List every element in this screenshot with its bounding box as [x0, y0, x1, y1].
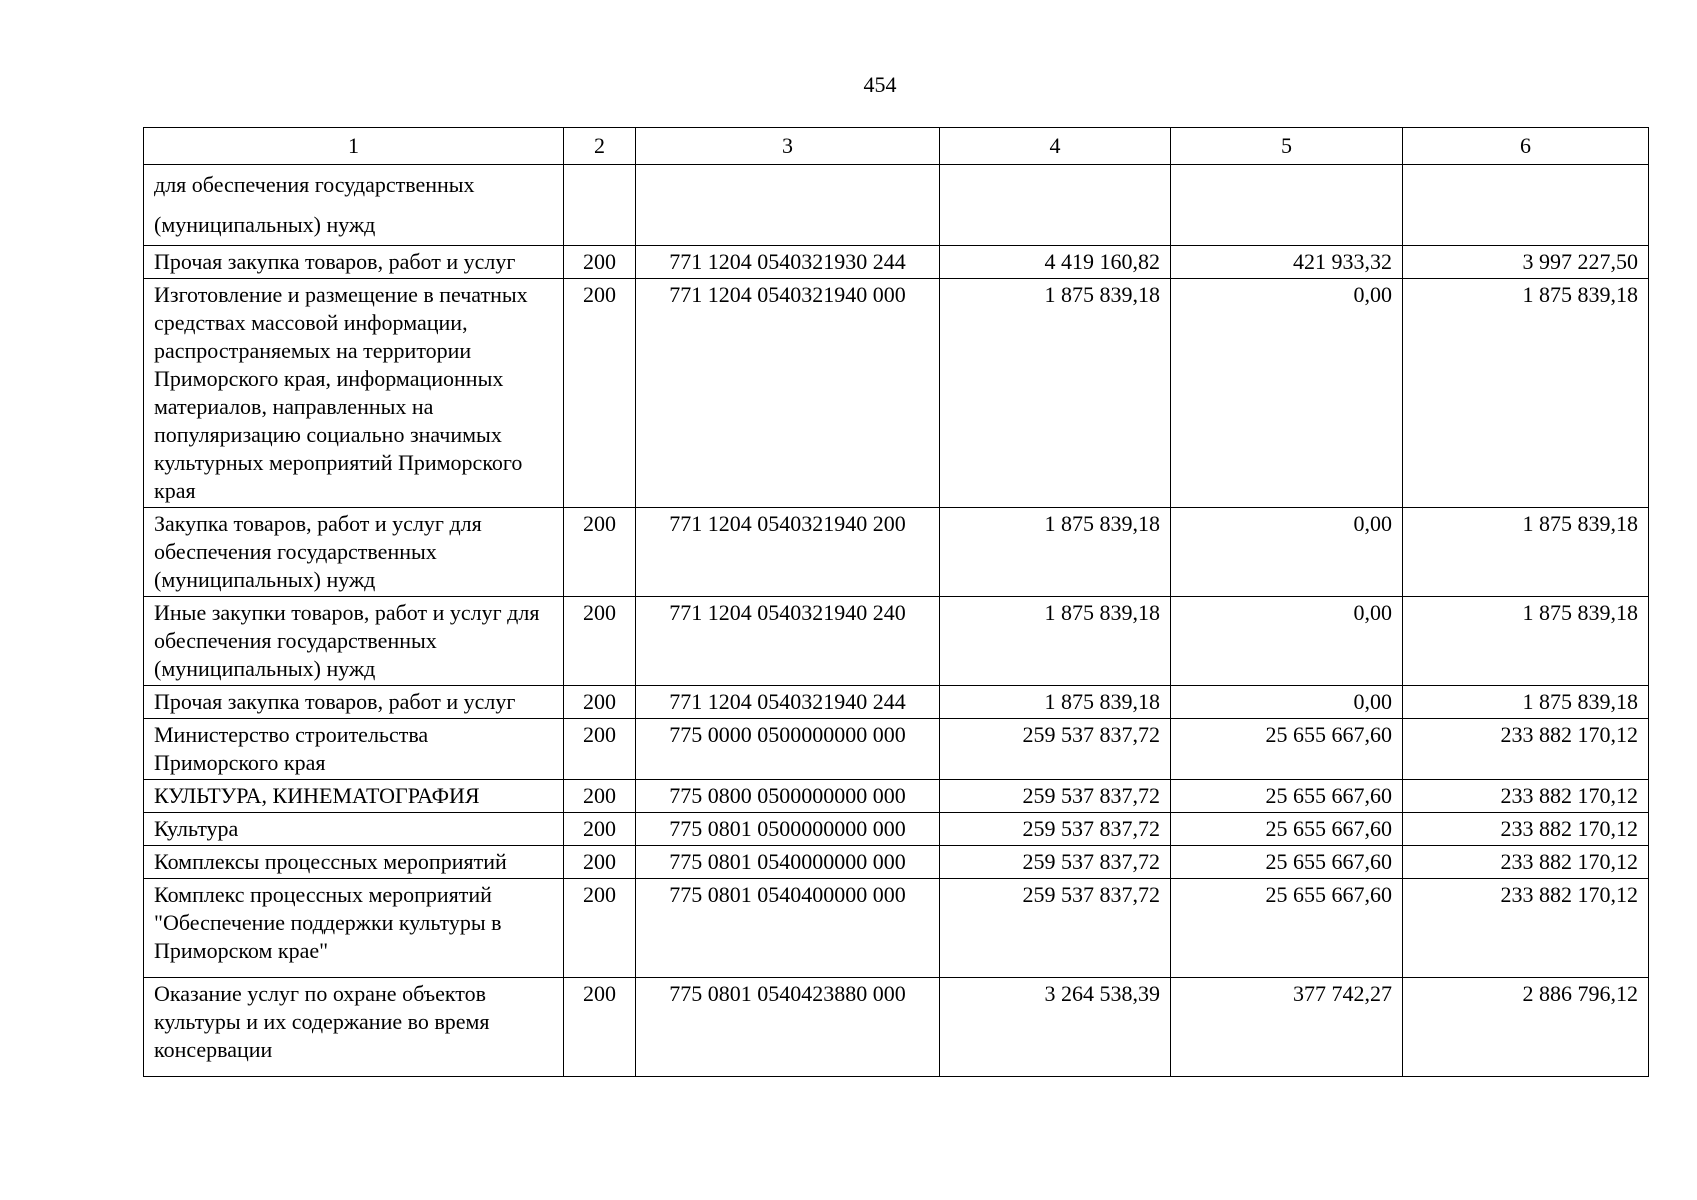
row-value-5: 0,00	[1171, 508, 1403, 597]
row-col2: 200	[564, 686, 636, 719]
row-value-4: 3 264 538,39	[940, 978, 1171, 1077]
row-name: Министерство строительства Приморского края	[144, 719, 564, 780]
row-value-6: 1 875 839,18	[1403, 508, 1649, 597]
table-row	[144, 165, 1649, 246]
row-value-4: 259 537 837,72	[940, 780, 1171, 813]
row-value-5: 25 655 667,60	[1171, 879, 1403, 978]
header-col-1: 1	[144, 128, 564, 165]
row-value-6: 1 875 839,18	[1403, 597, 1649, 686]
row-code: 775 0000 0500000000 000	[636, 719, 940, 780]
header-row	[144, 128, 1649, 165]
page-number: 454	[863, 72, 897, 97]
row-value-5: 0,00	[1171, 686, 1403, 719]
row-name: Комплекс процессных мероприятий "Обеспечение поддержки культуры в Приморском крае"	[144, 879, 564, 978]
table-row	[144, 780, 1649, 813]
table-row	[144, 846, 1649, 879]
table-row	[144, 597, 1649, 686]
row-value-6: 233 882 170,12	[1403, 780, 1649, 813]
row-value-6: 233 882 170,12	[1403, 719, 1649, 780]
row-value-6: 233 882 170,12	[1403, 846, 1649, 879]
row-value-4: 4 419 160,82	[940, 246, 1171, 279]
row-name: КУЛЬТУРА, КИНЕМАТОГРАФИЯ	[144, 780, 564, 813]
row-value-5: 0,00	[1171, 597, 1403, 686]
row-value-5: 421 933,32	[1171, 246, 1403, 279]
row-value-5: 25 655 667,60	[1171, 846, 1403, 879]
table-row	[144, 246, 1649, 279]
row-value-4: 1 875 839,18	[940, 686, 1171, 719]
row-value-4: 259 537 837,72	[940, 879, 1171, 978]
row-col2: 200	[564, 879, 636, 978]
row-code: 771 1204 0540321940 240	[636, 597, 940, 686]
header-col-5: 5	[1171, 128, 1403, 165]
row-value-4: 1 875 839,18	[940, 597, 1171, 686]
row-value-6: 233 882 170,12	[1403, 813, 1649, 846]
row-name: Культура	[144, 813, 564, 846]
table-row	[144, 813, 1649, 846]
row-col2: 200	[564, 279, 636, 508]
row-col2: 200	[564, 978, 636, 1077]
row-col2: 200	[564, 597, 636, 686]
row-value-5	[1171, 165, 1403, 246]
row-value-5: 0,00	[1171, 279, 1403, 508]
row-code: 771 1204 0540321940 244	[636, 686, 940, 719]
row-col2: 200	[564, 846, 636, 879]
row-name: Оказание услуг по охране объектов культуры и их содержание во время консервации	[144, 978, 564, 1077]
row-code: 771 1204 0540321940 000	[636, 279, 940, 508]
row-col2: 200	[564, 813, 636, 846]
row-name: для обеспечения государственных (муниципальных) нужд	[144, 165, 564, 246]
header-col-2: 2	[564, 128, 636, 165]
row-value-6: 233 882 170,12	[1403, 879, 1649, 978]
row-value-4	[940, 165, 1171, 246]
row-value-4: 259 537 837,72	[940, 846, 1171, 879]
table-row	[144, 686, 1649, 719]
row-name: Прочая закупка товаров, работ и услуг	[144, 686, 564, 719]
row-code: 775 0801 0540400000 000	[636, 879, 940, 978]
row-value-5: 25 655 667,60	[1171, 719, 1403, 780]
row-value-4: 259 537 837,72	[940, 719, 1171, 780]
row-code: 775 0801 0500000000 000	[636, 813, 940, 846]
table-row	[144, 879, 1649, 978]
row-code: 771 1204 0540321940 200	[636, 508, 940, 597]
row-code: 771 1204 0540321930 244	[636, 246, 940, 279]
header-col-6: 6	[1403, 128, 1649, 165]
budget-table	[143, 127, 1649, 1077]
row-value-4: 259 537 837,72	[940, 813, 1171, 846]
table-row	[144, 719, 1649, 780]
table-row	[144, 978, 1649, 1077]
row-col2: 200	[564, 780, 636, 813]
row-name: Иные закупки товаров, работ и услуг для обеспечения государственных (муниципальных) нужд	[144, 597, 564, 686]
row-col2: 200	[564, 719, 636, 780]
row-value-6: 2 886 796,12	[1403, 978, 1649, 1077]
row-value-4: 1 875 839,18	[940, 279, 1171, 508]
row-name: Изготовление и размещение в печатных средствах массовой информации, распространяемых на территории Приморского края, информационных материалов, направленных на популяризацию социально значимых культурных мероприятий Приморского края	[144, 279, 564, 508]
header-col-3: 3	[636, 128, 940, 165]
row-value-5: 377 742,27	[1171, 978, 1403, 1077]
row-value-6: 1 875 839,18	[1403, 686, 1649, 719]
row-value-6	[1403, 165, 1649, 246]
row-code: 775 0800 0500000000 000	[636, 780, 940, 813]
row-name: Прочая закупка товаров, работ и услуг	[144, 246, 564, 279]
table-row	[144, 508, 1649, 597]
row-col2: 200	[564, 508, 636, 597]
row-value-5: 25 655 667,60	[1171, 780, 1403, 813]
row-code	[636, 165, 940, 246]
row-name: Закупка товаров, работ и услуг для обеспечения государственных (муниципальных) нужд	[144, 508, 564, 597]
row-col2: 200	[564, 246, 636, 279]
table-row	[144, 279, 1649, 508]
row-value-5: 25 655 667,60	[1171, 813, 1403, 846]
header-col-4: 4	[940, 128, 1171, 165]
row-col2	[564, 165, 636, 246]
row-value-6: 1 875 839,18	[1403, 279, 1649, 508]
row-code: 775 0801 0540000000 000	[636, 846, 940, 879]
row-name: Комплексы процессных мероприятий	[144, 846, 564, 879]
row-value-6: 3 997 227,50	[1403, 246, 1649, 279]
row-value-4: 1 875 839,18	[940, 508, 1171, 597]
row-code: 775 0801 0540423880 000	[636, 978, 940, 1077]
